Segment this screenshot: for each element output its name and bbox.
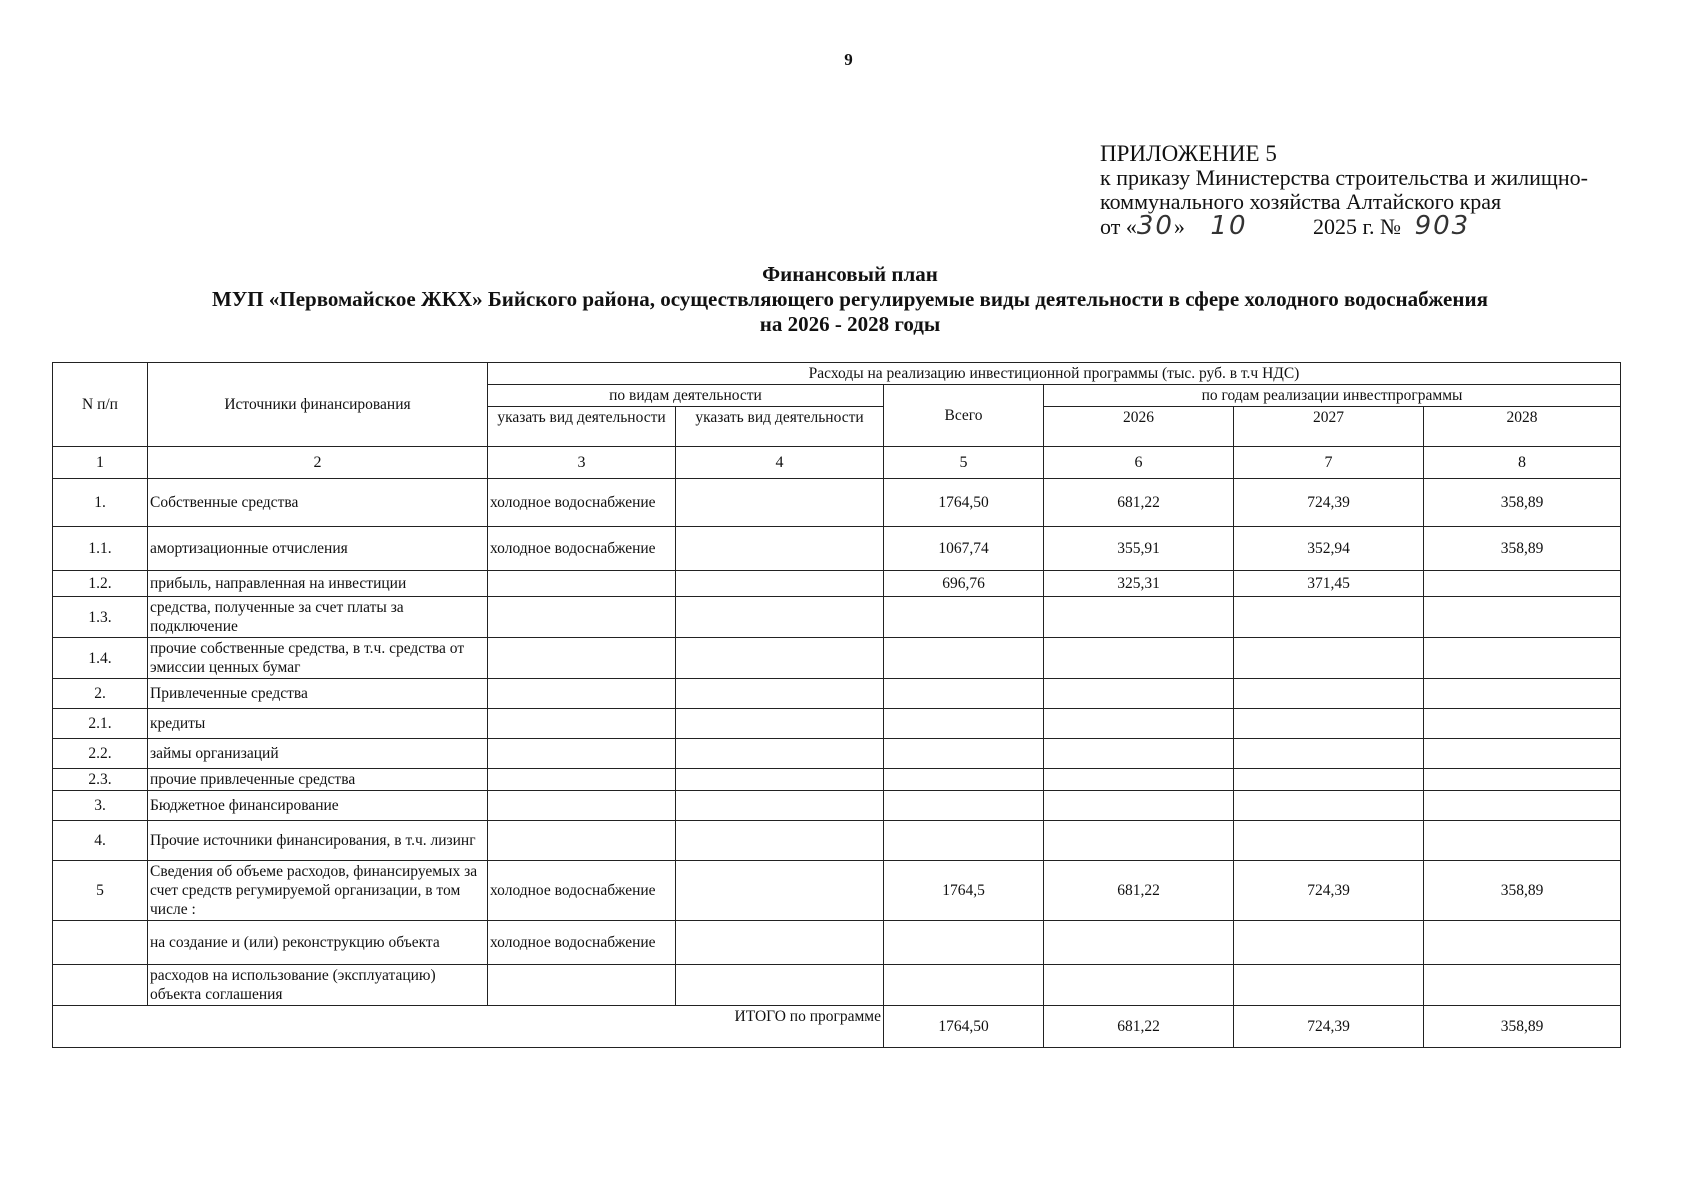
- row-activity-1: [488, 709, 676, 739]
- table-row: [53, 965, 1621, 1006]
- row-2028: [1424, 739, 1621, 769]
- table-row: [53, 597, 1621, 638]
- header-year-2028: 2028: [1424, 407, 1621, 447]
- row-activity-1: [488, 597, 676, 638]
- appendix-line-1: к приказу Министерства строительства и жилищно-: [1100, 165, 1588, 190]
- row-2028: [1424, 638, 1621, 679]
- row-2026: [1044, 597, 1234, 638]
- row-activity-2: [676, 791, 884, 821]
- header-expenses: Расходы на реализацию инвестиционной программы (тыс. руб. в т.ч НДС): [488, 363, 1621, 385]
- row-2027: 724,39: [1234, 479, 1424, 527]
- row-2027: [1234, 679, 1424, 709]
- row-source: прочие привлеченные средства: [148, 769, 488, 791]
- header-year-2027: 2027: [1234, 407, 1424, 447]
- row-total: [884, 921, 1044, 965]
- row-total: 1067,74: [884, 527, 1044, 571]
- column-number-row: [53, 447, 1621, 479]
- header-activity-1: указать вид деятельности: [488, 407, 676, 447]
- row-num: 1.: [53, 479, 148, 527]
- handwritten-day: 30: [1136, 211, 1174, 241]
- row-source: прибыль, направленная на инвестиции: [148, 571, 488, 597]
- row-activity-1: холодное водоснабжение: [488, 921, 676, 965]
- row-2028: [1424, 679, 1621, 709]
- header-by-activity: по видам деятельности: [488, 385, 884, 407]
- row-activity-1: [488, 769, 676, 791]
- col-number: 3: [488, 447, 676, 479]
- row-2026: 681,22: [1044, 861, 1234, 921]
- row-2027: 724,39: [1234, 861, 1424, 921]
- row-activity-1: [488, 739, 676, 769]
- row-activity-1: холодное водоснабжение: [488, 527, 676, 571]
- table-row: [53, 769, 1621, 791]
- row-activity-1: [488, 821, 676, 861]
- row-2028: [1424, 791, 1621, 821]
- appendix-line-2: коммунального хозяйства Алтайского края: [1100, 189, 1502, 214]
- row-2026: [1044, 709, 1234, 739]
- header-source: Источники финансирования: [148, 363, 488, 447]
- row-2028: [1424, 769, 1621, 791]
- row-activity-1: [488, 791, 676, 821]
- row-num: 2.3.: [53, 769, 148, 791]
- row-source: средства, полученные за счет платы за подключение: [148, 597, 488, 638]
- row-2026: [1044, 791, 1234, 821]
- row-num: 2.1.: [53, 709, 148, 739]
- appendix-date-line: [1100, 211, 1660, 241]
- row-num: 1.1.: [53, 527, 148, 571]
- row-source: амортизационные отчисления: [148, 527, 488, 571]
- row-num: 5: [53, 861, 148, 921]
- row-source: Собственные средства: [148, 479, 488, 527]
- title-line-1: Финансовый план: [762, 262, 938, 286]
- title-line-3: на 2026 - 2028 годы: [759, 312, 941, 336]
- handwritten-month: 10: [1210, 211, 1248, 241]
- row-num: 1.3.: [53, 597, 148, 638]
- row-2027: 352,94: [1234, 527, 1424, 571]
- row-2027: [1234, 597, 1424, 638]
- row-activity-2: [676, 821, 884, 861]
- total-sum: 1764,50: [884, 1006, 1044, 1048]
- header-year-2026: 2026: [1044, 407, 1234, 447]
- appendix-title: ПРИЛОЖЕНИЕ 5: [1100, 141, 1277, 166]
- row-num: [53, 965, 148, 1006]
- col-number: 7: [1234, 447, 1424, 479]
- row-2027: [1234, 709, 1424, 739]
- row-2027: [1234, 739, 1424, 769]
- row-total: [884, 739, 1044, 769]
- row-total: [884, 791, 1044, 821]
- col-number: 6: [1044, 447, 1234, 479]
- row-2026: [1044, 638, 1234, 679]
- row-activity-2: [676, 597, 884, 638]
- document-title: [60, 262, 1640, 337]
- row-activity-1: [488, 571, 676, 597]
- table-row: [53, 527, 1621, 571]
- row-source: Бюджетное финансирование: [148, 791, 488, 821]
- table-row: [53, 739, 1621, 769]
- row-2026: [1044, 769, 1234, 791]
- row-2026: [1044, 679, 1234, 709]
- row-total: [884, 769, 1044, 791]
- row-2027: [1234, 791, 1424, 821]
- row-total: [884, 709, 1044, 739]
- row-activity-1: [488, 965, 676, 1006]
- table-row: [53, 679, 1621, 709]
- row-activity-2: [676, 769, 884, 791]
- col-number: 2: [148, 447, 488, 479]
- col-number: 4: [676, 447, 884, 479]
- row-source: Прочие источники финансирования, в т.ч. лизинг: [148, 821, 488, 861]
- row-2028: [1424, 571, 1621, 597]
- row-num: 3.: [53, 791, 148, 821]
- table-row: [53, 479, 1621, 527]
- table-row: [53, 821, 1621, 861]
- row-activity-1: [488, 638, 676, 679]
- row-total: [884, 965, 1044, 1006]
- row-activity-1: холодное водоснабжение: [488, 479, 676, 527]
- row-2028: [1424, 821, 1621, 861]
- row-activity-2: [676, 527, 884, 571]
- row-2027: [1234, 921, 1424, 965]
- row-2026: 325,31: [1044, 571, 1234, 597]
- date-prefix: от «: [1100, 214, 1137, 239]
- header-total: Всего: [884, 385, 1044, 447]
- total-row: [53, 1006, 1621, 1048]
- row-activity-2: [676, 679, 884, 709]
- date-year: 2025 г. №: [1313, 214, 1402, 239]
- row-num: [53, 921, 148, 965]
- row-source: прочие собственные средства, в т.ч. средства от эмиссии ценных бумаг: [148, 638, 488, 679]
- row-num: 4.: [53, 821, 148, 861]
- row-total: [884, 679, 1044, 709]
- row-num: 1.2.: [53, 571, 148, 597]
- total-label: ИТОГО по программе: [53, 1006, 884, 1048]
- header-num: N п/п: [53, 363, 148, 447]
- row-2028: 358,89: [1424, 527, 1621, 571]
- row-activity-2: [676, 638, 884, 679]
- total-2026: 681,22: [1044, 1006, 1234, 1048]
- row-total: 1764,5: [884, 861, 1044, 921]
- table-row: [53, 571, 1621, 597]
- total-2027: 724,39: [1234, 1006, 1424, 1048]
- row-source: Сведения об объеме расходов, финансируемых за счет средств регумируемой организации, в том числе :: [148, 861, 488, 921]
- header-by-years: по годам реализации инвестпрограммы: [1044, 385, 1621, 407]
- row-2028: 358,89: [1424, 861, 1621, 921]
- col-number: 5: [884, 447, 1044, 479]
- table-row: [53, 861, 1621, 921]
- row-2028: 358,89: [1424, 479, 1621, 527]
- row-activity-2: [676, 571, 884, 597]
- row-2026: [1044, 965, 1234, 1006]
- row-2026: 681,22: [1044, 479, 1234, 527]
- row-source: займы организаций: [148, 739, 488, 769]
- row-2027: [1234, 769, 1424, 791]
- col-number: 8: [1424, 447, 1621, 479]
- row-2028: [1424, 921, 1621, 965]
- row-total: [884, 638, 1044, 679]
- financial-plan-table: [52, 362, 1621, 1048]
- row-source: расходов на использование (эксплуатацию) объекта соглашения: [148, 965, 488, 1006]
- row-2028: [1424, 965, 1621, 1006]
- row-total: [884, 821, 1044, 861]
- row-num: 1.4.: [53, 638, 148, 679]
- row-num: 2.2.: [53, 739, 148, 769]
- row-activity-2: [676, 921, 884, 965]
- row-activity-2: [676, 479, 884, 527]
- row-total: 1764,50: [884, 479, 1044, 527]
- row-2026: 355,91: [1044, 527, 1234, 571]
- table-row: [53, 921, 1621, 965]
- row-2026: [1044, 739, 1234, 769]
- row-activity-2: [676, 861, 884, 921]
- col-number: 1: [53, 447, 148, 479]
- table-row: [53, 638, 1621, 679]
- row-activity-1: [488, 679, 676, 709]
- row-2028: [1424, 597, 1621, 638]
- row-total: 696,76: [884, 571, 1044, 597]
- row-activity-1: холодное водоснабжение: [488, 861, 676, 921]
- handwritten-number: 903: [1414, 211, 1471, 241]
- row-activity-2: [676, 965, 884, 1006]
- row-total: [884, 597, 1044, 638]
- row-activity-2: [676, 739, 884, 769]
- header-activity-2: указать вид деятельности: [676, 407, 884, 447]
- row-source: кредиты: [148, 709, 488, 739]
- page-number: 9: [844, 50, 853, 69]
- date-mid: »: [1173, 214, 1185, 239]
- row-source: Привлеченные средства: [148, 679, 488, 709]
- row-source: на создание и (или) реконструкцию объекта: [148, 921, 488, 965]
- row-2027: 371,45: [1234, 571, 1424, 597]
- row-2027: [1234, 821, 1424, 861]
- table-row: [53, 709, 1621, 739]
- total-2028: 358,89: [1424, 1006, 1621, 1048]
- row-2026: [1044, 921, 1234, 965]
- row-2027: [1234, 638, 1424, 679]
- row-2028: [1424, 709, 1621, 739]
- title-line-2: МУП «Первомайское ЖКХ» Бийского района, осуществляющего регулируемые виды деятельности в сфере холодного водоснабжения: [212, 287, 1488, 311]
- row-2026: [1044, 821, 1234, 861]
- row-num: 2.: [53, 679, 148, 709]
- row-activity-2: [676, 709, 884, 739]
- appendix-block: [1100, 142, 1660, 240]
- row-2027: [1234, 965, 1424, 1006]
- table-row: [53, 791, 1621, 821]
